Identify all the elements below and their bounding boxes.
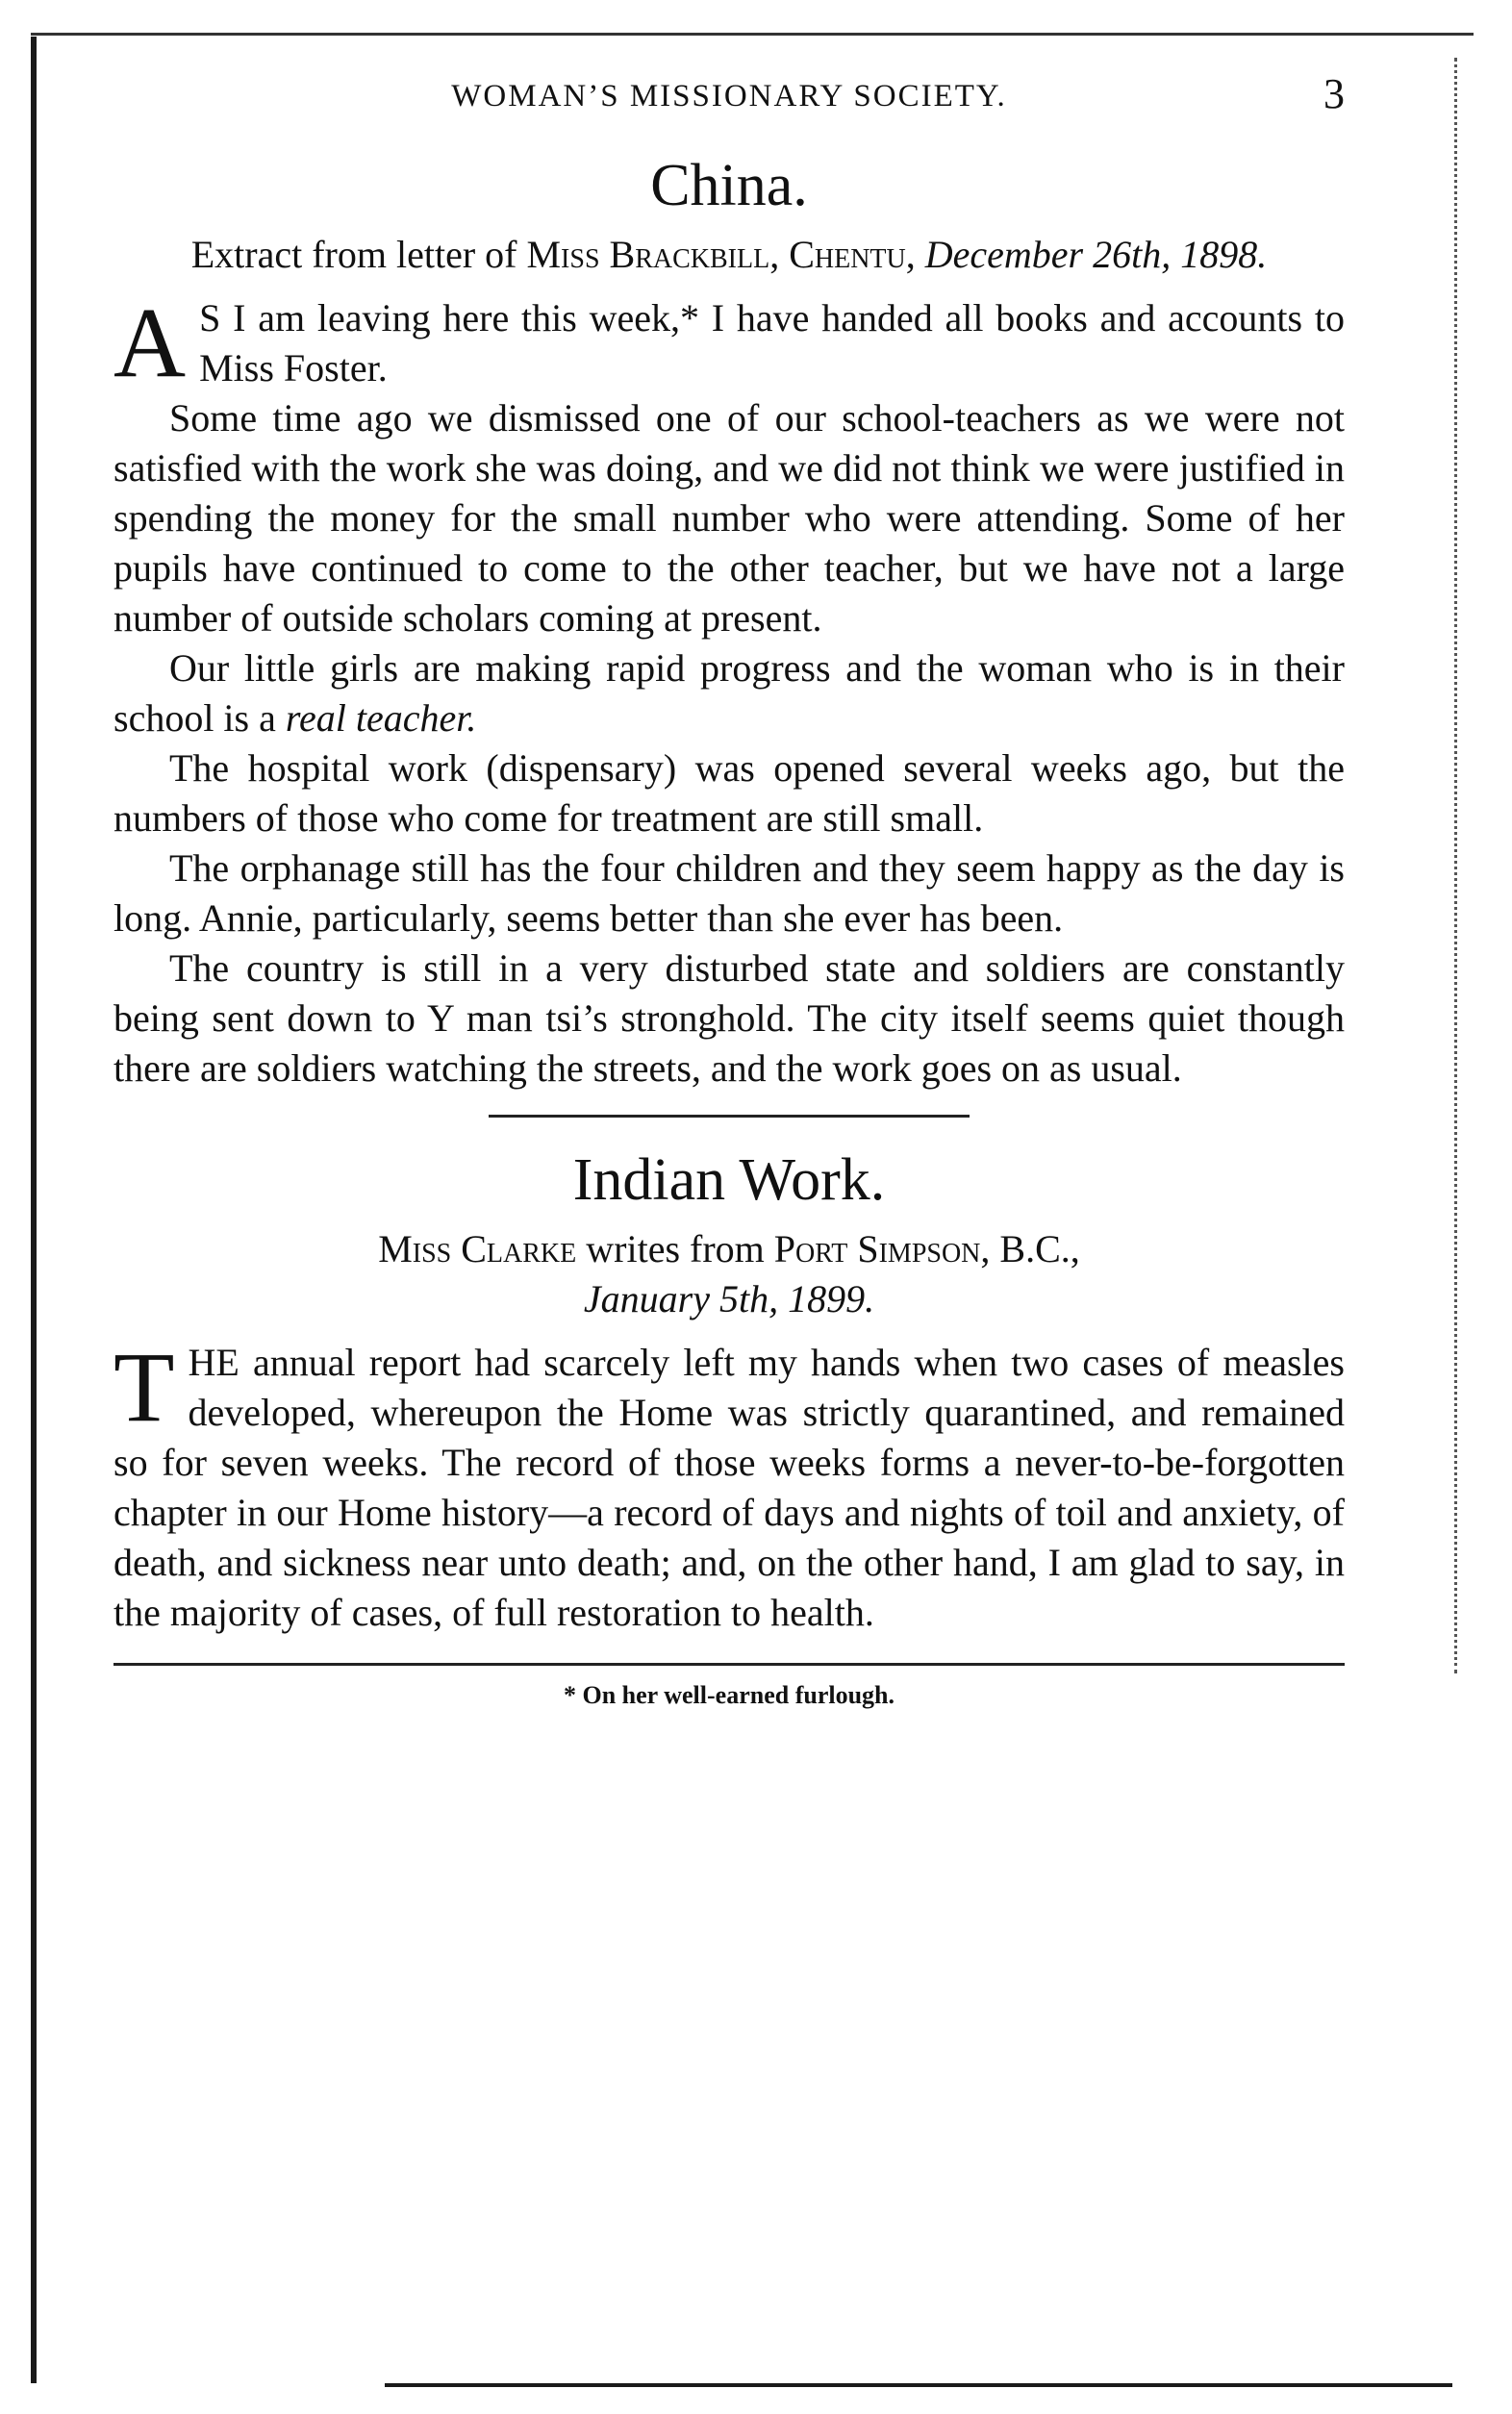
place-name: Chentu <box>789 233 906 276</box>
section-title-indian-work: Indian Work. <box>572 1147 886 1213</box>
running-title: WOMAN’S MISSIONARY SOCIETY. <box>451 79 1007 113</box>
paragraph-text: S I am leaving here this week,* I have handed all books and accounts to Miss Foster. <box>199 296 1345 390</box>
paragraph: The hospital work (dispensary) was opened several weeks ago, but the numbers of those who come for treatment are still small. <box>113 746 1345 840</box>
page-border-right <box>1454 58 1460 1673</box>
page-border-top <box>31 33 1474 36</box>
italic-text: real teacher. <box>285 696 477 740</box>
china-byline <box>133 230 1325 280</box>
section-divider <box>489 1115 970 1118</box>
footnote: * On her well-earned furlough. <box>563 1681 895 1709</box>
place-name: Port Simpson, B.C., <box>773 1227 1080 1270</box>
paragraph-text: HE annual report had scarcely left my hands when two cases of measles developed, whereupon the Home was strictly quarantined, and remained so for seven weeks. The record of those weeks forms a never-to-be-forgotten chapter in our Home history—a record of days and nights of toil and anxiety, of death, and sickness near unto death; and, on the other hand, I am glad to say, in the majority of cases, of full restoration to health. <box>113 1341 1345 1634</box>
paragraph <box>113 288 1345 398</box>
page-content <box>113 69 1345 1710</box>
paragraph: Some time ago we dismissed one of our school-teachers as we were not satisfied with the work she was doing, and we did not think we were justified in spending the money for the small number who were attending. Some of her pupils have continued to come to the other teacher, but we have not a large number of outside scholars coming at present. <box>113 396 1345 640</box>
drop-cap: T <box>113 1332 175 1443</box>
byline-separator-2: , <box>905 233 925 276</box>
byline-middle: writes from <box>576 1227 774 1270</box>
paragraph <box>113 643 1345 743</box>
letter-date: December 26th, 1898. <box>924 233 1268 276</box>
footnote-rule <box>113 1663 1345 1666</box>
paragraph-text: Our little girls are making rapid progress and the woman who is in their school is a <box>113 646 1345 740</box>
section-title-china: China. <box>650 153 808 218</box>
author-name: Miss Brackbill <box>526 233 770 276</box>
byline-prefix: Extract from letter of <box>190 233 527 276</box>
indian-byline <box>133 1224 1325 1324</box>
author-name: Miss Clarke <box>378 1227 577 1270</box>
drop-cap: A <box>113 288 187 398</box>
page-border-bottom <box>385 2383 1452 2387</box>
paragraph: The country is still in a very disturbed state and soldiers are constantly being sent down to Y man tsi’s stronghold. The city itself seems quiet though there are soldiers watching the streets, and the work goes on as usual. <box>113 946 1345 1090</box>
indian-work-section <box>113 1146 1345 1638</box>
china-section <box>113 152 1345 1094</box>
letter-date: January 5th, 1899. <box>583 1277 875 1320</box>
paragraph: The orphanage still has the four children and they seem happy as the day is long. Annie, particularly, seems better than she ever has been. <box>113 846 1345 940</box>
byline-separator: , <box>769 233 790 276</box>
running-head <box>113 69 1345 127</box>
page-border-left <box>31 37 37 2383</box>
paragraph <box>113 1332 1345 1638</box>
page-number: 3 <box>1323 70 1345 117</box>
